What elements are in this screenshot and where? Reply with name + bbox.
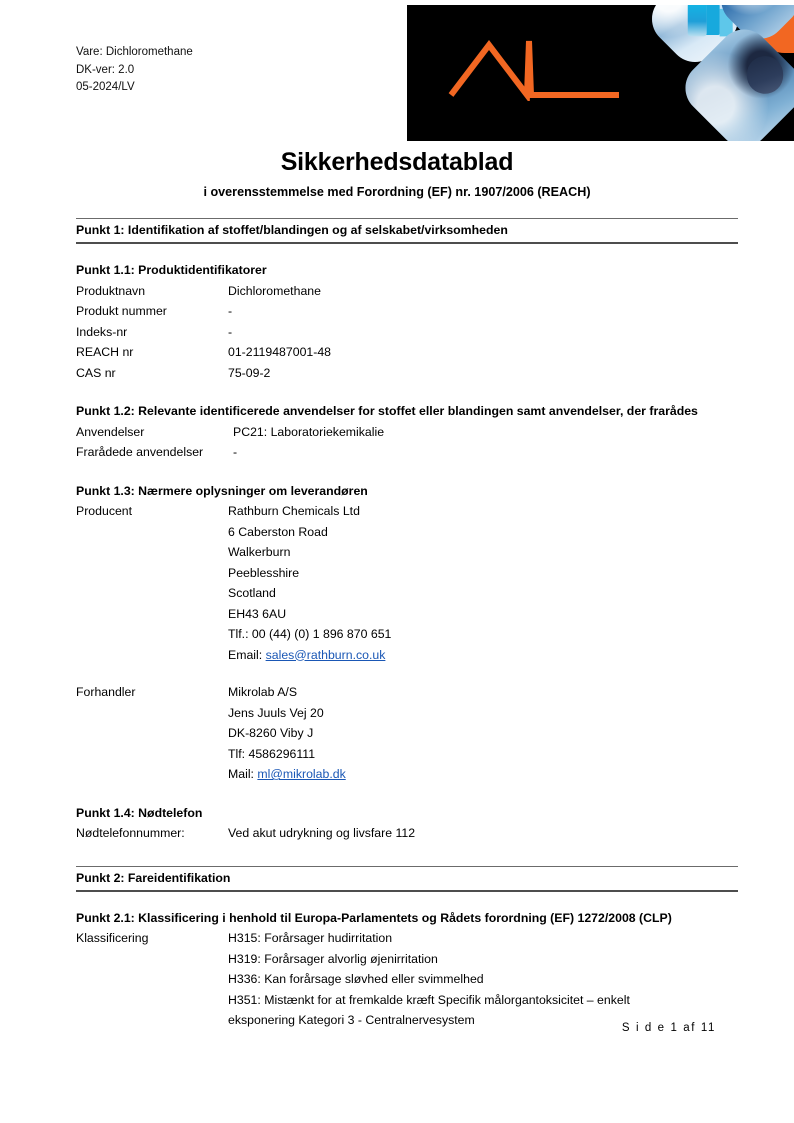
field-label: Nødtelefonnummer: xyxy=(76,826,185,840)
subsection-heading-2-1: Punkt 2.1: Klassificering i henhold til Europa-Parlamentets og Rådets forordning (EF) 1272/2008 (CLP) xyxy=(76,910,672,925)
subsection-heading-1-4: Punkt 1.4: Nødtelefon xyxy=(76,805,203,820)
address-line: Peeblesshire xyxy=(228,565,300,580)
field-label: Anvendelser xyxy=(76,424,145,439)
address-line-phone: Tlf.: 00 (44) (0) 1 896 870 651 xyxy=(228,627,392,641)
address-line-email xyxy=(228,645,738,666)
address-block-producent xyxy=(76,501,738,665)
field-label: Klassificering xyxy=(76,931,149,945)
address-line: EH43 6AU xyxy=(228,606,287,621)
document-body xyxy=(76,218,738,1031)
field-value: - xyxy=(233,445,238,459)
hazard-statement-continued: eksponering Kategori 3 - Centralnervesystem xyxy=(228,1013,475,1027)
hazard-statement: H315: Forårsager hudirritation xyxy=(228,931,393,945)
address-line-email xyxy=(228,764,738,785)
email-label: Email: xyxy=(228,647,266,662)
address-lines xyxy=(228,682,738,785)
hazard-statement: H336: Kan forårsage sløvhed eller svimmelhed xyxy=(228,972,484,986)
field-label: Indeks-nr xyxy=(76,324,128,339)
meta-line-product: Vare: Dichloromethane xyxy=(76,46,193,58)
address-line: 6 Caberston Road xyxy=(228,524,328,539)
address-lines xyxy=(228,501,738,665)
address-block-forhandler xyxy=(76,682,738,785)
address-line: Scotland xyxy=(228,586,276,600)
meta-line-date: 05-2024/LV xyxy=(76,81,135,93)
page-subtitle: i overensstemmelse med Forordning (EF) nr. 1907/2006 (REACH) xyxy=(203,185,591,199)
field-label: Produkt nummer xyxy=(76,304,167,318)
field-row-produkt-nummer xyxy=(76,301,738,322)
field-label: REACH nr xyxy=(76,345,134,359)
classification-lines xyxy=(228,928,738,1031)
field-value: - xyxy=(228,324,233,339)
address-line: Jens Juuls Vej 20 xyxy=(228,705,324,720)
field-value: 75-09-2 xyxy=(228,365,271,380)
address-line-phone: Tlf: 4586296111 xyxy=(228,746,316,761)
field-value: - xyxy=(228,304,233,318)
address-line: Rathburn Chemicals Ltd xyxy=(228,504,360,518)
field-row-anvendelser xyxy=(76,422,738,443)
field-value: PC21: Laboratoriekemikalie xyxy=(233,424,385,439)
field-row-fraradede-anvendelser xyxy=(76,442,738,463)
section-heading-2: Punkt 2: Fareidentifikation xyxy=(76,866,738,892)
field-row-cas-nr xyxy=(76,363,738,384)
field-label: Frarådede anvendelser xyxy=(76,445,204,459)
hazard-statement: H351: Mistænkt for at fremkalde kræft Specifik målorgantoksicitet – enkelt xyxy=(228,992,630,1007)
header-banner xyxy=(407,5,794,141)
email-label: Mail: xyxy=(228,767,258,781)
subsection-heading-1-1: Punkt 1.1: Produktidentifikatorer xyxy=(76,263,267,277)
field-label: CAS nr xyxy=(76,365,116,380)
field-label: Produktnavn xyxy=(76,283,146,298)
page-footer: S i d e 1 af 11 xyxy=(621,1022,716,1034)
field-row-nodtelefonnummer xyxy=(76,823,738,844)
meta-line-version: DK-ver: 2.0 xyxy=(76,63,135,76)
document-meta xyxy=(76,44,193,97)
address-line: DK-8260 Viby J xyxy=(228,726,314,740)
field-label: Producent xyxy=(76,504,133,518)
field-value: 01-2119487001-48 xyxy=(228,345,332,359)
field-value: Ved akut udrykning og livsfare 112 xyxy=(228,826,416,840)
email-link-forhandler[interactable]: ml@mikrolab.dk xyxy=(257,767,346,781)
field-row-indeks-nr xyxy=(76,322,738,343)
classification-block xyxy=(76,928,738,1031)
field-row-reach-nr xyxy=(76,342,738,363)
field-label: Forhandler xyxy=(76,685,136,699)
ml-logo-icon xyxy=(447,33,627,101)
address-line: Walkerburn xyxy=(228,545,291,559)
page-title: Sikkerhedsdatablad xyxy=(280,148,514,176)
section-heading-1: Punkt 1: Identifikation af stoffet/blandingen og af selskabet/virksomheden xyxy=(76,218,738,244)
email-link-producent[interactable]: sales@rathburn.co.uk xyxy=(265,647,386,662)
address-line: Mikrolab A/S xyxy=(228,685,298,699)
subsection-heading-1-3: Punkt 1.3: Nærmere oplysninger om leverandøren xyxy=(76,483,368,498)
subsection-heading-1-2: Punkt 1.2: Relevante identificerede anvendelser for stoffet eller blandingen samt anvendelser, der frarådes xyxy=(76,404,698,418)
hazard-statement: H319: Forårsager alvorlig øjenirritation xyxy=(228,951,438,966)
field-value: Dichloromethane xyxy=(228,283,321,298)
field-row-produktnavn xyxy=(76,281,738,302)
